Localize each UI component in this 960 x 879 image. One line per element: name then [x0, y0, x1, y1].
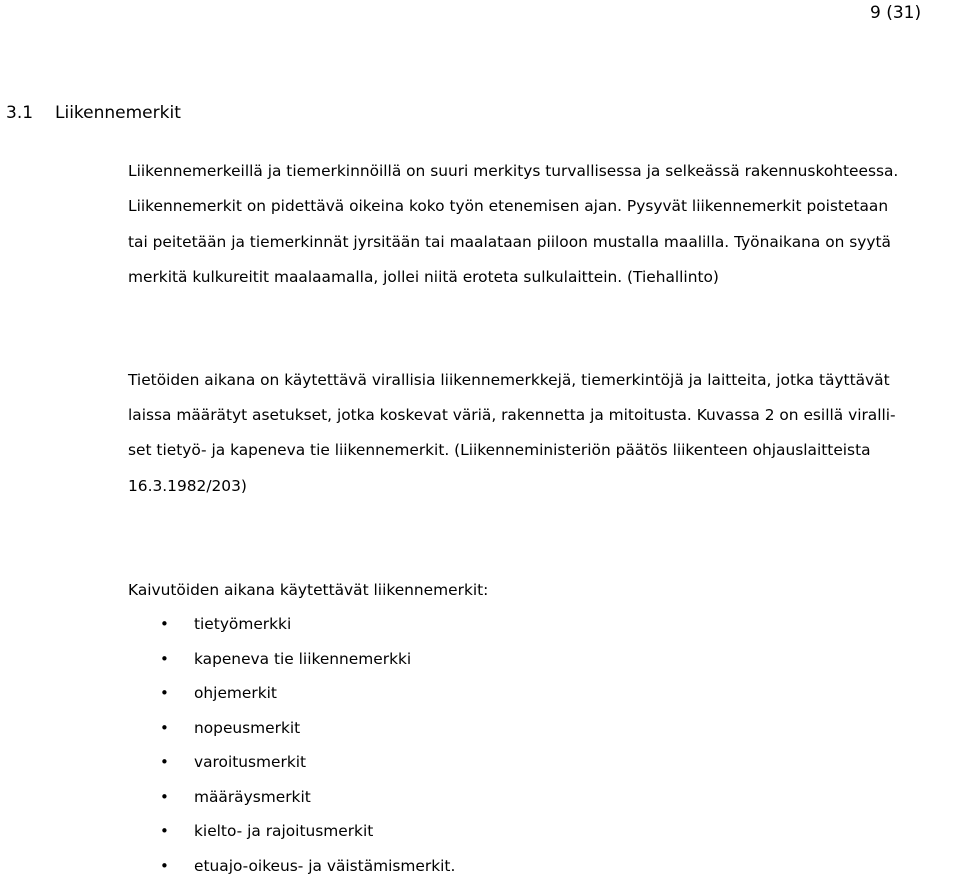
paragraph-line: set tietyö- ja kapeneva tie liikennemerkit. (Liikenneministeriön päätös liikenteen ohjauslaitteista [128, 441, 871, 459]
paragraph-line: 16.3.1982/203) [128, 477, 247, 495]
list-item-text: määräysmerkit [194, 788, 311, 806]
list-item [160, 718, 300, 738]
bullet-icon: • [160, 822, 169, 840]
section-heading [6, 102, 181, 124]
bullet-icon: • [160, 650, 169, 668]
list-item-text: kapeneva tie liikennemerkki [194, 650, 412, 668]
bullet-icon: • [160, 684, 169, 702]
paragraph-line: Tietöiden aikana on käytettävä virallisia liikennemerkkejä, tiemerkintöjä ja laitteita, jotka täyttävät [128, 371, 890, 389]
list-item [160, 683, 277, 703]
page-number: 9 (31) [870, 3, 922, 23]
list-item [160, 856, 455, 876]
paragraph-line: tai peitetään ja tiemerkinnät jyrsitään tai maalataan piiloon mustalla maalilla. Työnaikana on syytä [128, 233, 891, 251]
paragraph-line: merkitä kulkureitit maalaamalla, jollei niitä eroteta sulkulaittein. (Tiehallinto) [128, 268, 719, 286]
list-item-text: nopeusmerkit [194, 719, 301, 737]
bullet-icon: • [160, 788, 169, 806]
paragraph-line: Liikennemerkit on pidettävä oikeina koko työn etenemisen ajan. Pysyvät liikennemerkit poistetaan [128, 197, 889, 215]
list-item-text: tietyömerkki [194, 615, 292, 633]
list-item-text: ohjemerkit [194, 684, 277, 702]
list-item-text: etuajo-oikeus- ja väistämismerkit. [194, 857, 456, 875]
list-item-text: kielto- ja rajoitusmerkit [194, 822, 374, 840]
list-item [160, 752, 306, 772]
bullet-icon: • [160, 857, 169, 875]
list-intro: Kaivutöiden aikana käytettävät liikennemerkit: [128, 581, 489, 599]
list-item [160, 649, 411, 669]
list-item [160, 787, 311, 807]
paragraph-line: laissa määrätyt asetukset, jotka koskevat väriä, rakennetta ja mitoitusta. Kuvassa 2 on esillä viralli- [128, 406, 896, 424]
bullet-icon: • [160, 753, 169, 771]
bullet-icon: • [160, 719, 169, 737]
bullet-icon: • [160, 615, 169, 633]
list-item [160, 614, 291, 634]
list-item-text: varoitusmerkit [194, 753, 307, 771]
section-title: Liikennemerkit [55, 103, 181, 123]
paragraph-line: Liikennemerkeillä ja tiemerkinnöillä on suuri merkitys turvallisessa ja selkeässä rakennuskohteessa. [128, 162, 899, 180]
list-item [160, 821, 373, 841]
section-number: 3.1 [6, 103, 34, 123]
